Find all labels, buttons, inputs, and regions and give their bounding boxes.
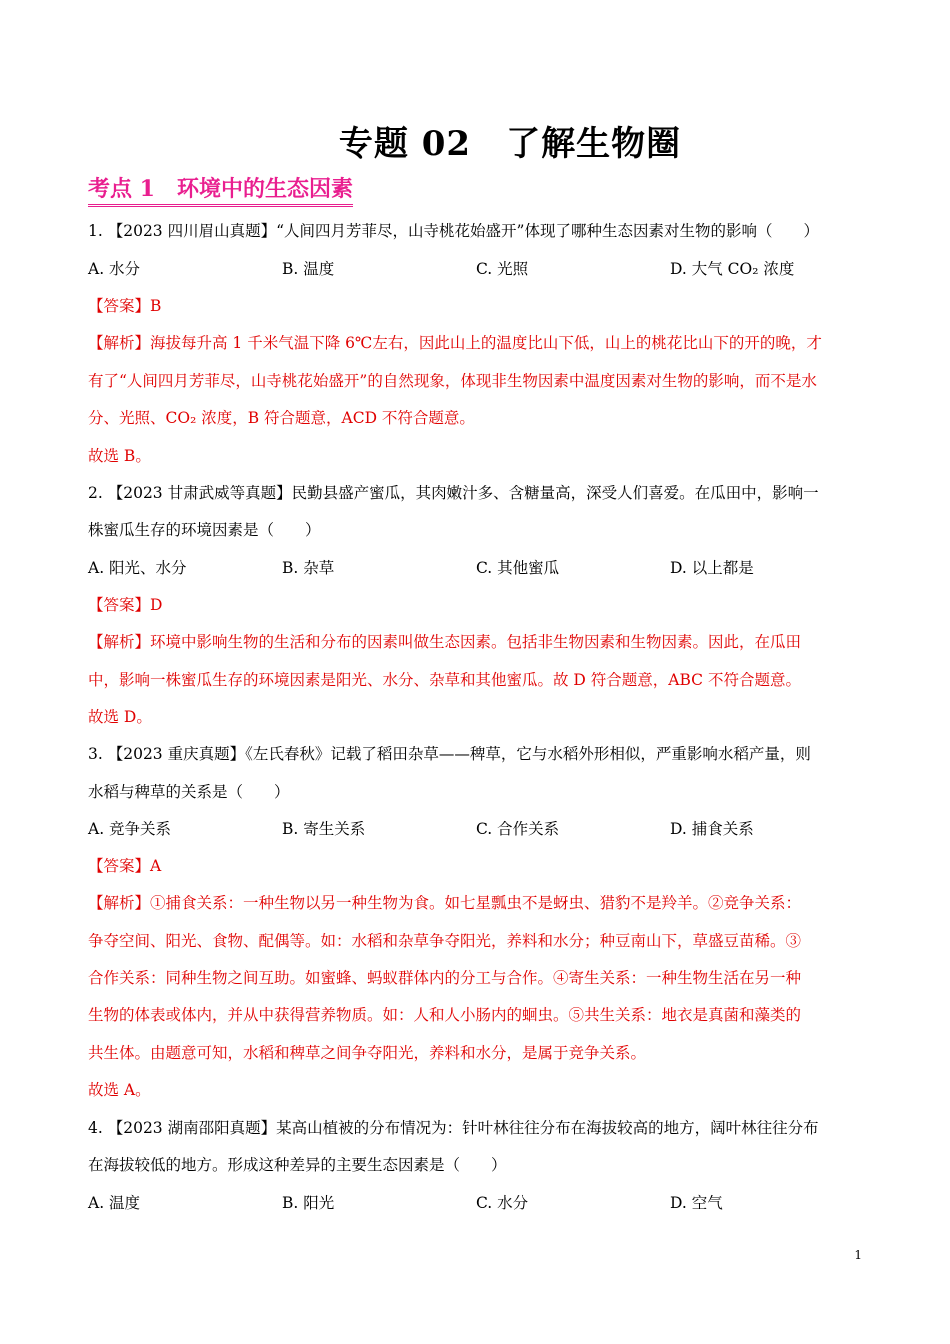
q3-answer: 【答案】A [88, 857, 162, 875]
q1-option-c: C. 光照 [476, 260, 529, 278]
q3-conclusion: 故选 A。 [88, 1081, 151, 1099]
q4-stem: 4. 【2023 湖南邵阳真题】某高山植被的分布情况为：针叶林往往分布在海拔较高的地方，阔叶林往往分布 [88, 1119, 819, 1137]
q1-option-a: A. 水分 [88, 260, 141, 278]
q4-option-c: C. 水分 [476, 1194, 529, 1212]
q1-answer: 【答案】B [88, 297, 162, 315]
q2-stem: 2. 【2023 甘肃武威等真题】民勤县盛产蜜瓜，其肉嫩汁多、含糖量高，深受人们喜爱。在瓜田中，影响一 [88, 484, 819, 502]
q3-option-b: B. 寄生关系 [282, 820, 366, 838]
q4-option-a: A. 温度 [88, 1194, 141, 1212]
page-number: 1 [854, 1248, 862, 1262]
q3-option-a: A. 竞争关系 [88, 820, 172, 838]
q3-option-c: C. 合作关系 [476, 820, 560, 838]
q3-stem: 3. 【2023 重庆真题】《左氏春秋》记载了稻田杂草——稗草，它与水稻外形相似，严重影响水稻产量，则 [88, 745, 811, 763]
q2-option-a: A. 阳光、水分 [88, 559, 187, 577]
q3-analysis-line: 共生体。由题意可知，水稻和稗草之间争夺阳光，养料和水分，是属于竞争关系。 [88, 1044, 647, 1062]
q4-option-d: D. 空气 [670, 1194, 723, 1212]
q3-stem: 水稻与稗草的关系是（ ） [88, 783, 290, 801]
q2-option-c: C. 其他蜜瓜 [476, 559, 560, 577]
q3-option-d: D. 捕食关系 [670, 820, 754, 838]
q2-option-d: D. 以上都是 [670, 559, 754, 577]
q1-analysis-line: 有了“人间四月芳菲尽，山寺桃花始盛开”的自然现象，体现非生物因素中温度因素对生物的影响，而不是水 [88, 372, 817, 390]
q2-analysis-line: 中，影响一株蜜瓜生存的环境因素是阳光、水分、杂草和其他蜜瓜。故 D 符合题意，ABC 不符合题意。 [88, 671, 801, 689]
section-heading: 考点 1 环境中的生态因素 [88, 172, 353, 207]
q1-option-b: B. 温度 [282, 260, 335, 278]
q1-analysis-line: 分、光照、CO₂ 浓度，B 符合题意，ACD 不符合题意。 [88, 409, 475, 427]
q4-stem: 在海拔较低的地方。形成这种差异的主要生态因素是（ ） [88, 1156, 507, 1174]
q3-analysis-line: 【解析】①捕食关系：一种生物以另一种生物为食。如七星瓢虫不是蚜虫、猎豹不是羚羊。②竞争关系： [88, 894, 802, 912]
q2-answer: 【答案】D [88, 596, 163, 614]
q3-analysis-line: 生物的体表或体内，并从中获得营养物质。如：人和人小肠内的蛔虫。⑤共生关系：地衣是真菌和藻类的 [88, 1006, 802, 1024]
q1-conclusion: 故选 B。 [88, 447, 151, 465]
q1-option-d: D. 大气 CO₂ 浓度 [670, 260, 795, 278]
q2-analysis-line: 【解析】环境中影响生物的生活和分布的因素叫做生态因素。包括非生物因素和生物因素。因此，在瓜田 [88, 633, 802, 651]
q3-analysis-line: 争夺空间、阳光、食物、配偶等。如：水稻和杂草争夺阳光，养料和水分；种豆南山下，草盛豆苗稀。③ [88, 932, 802, 950]
q2-conclusion: 故选 D。 [88, 708, 152, 726]
page-title: 专题 02 了解生物圈 [338, 124, 682, 164]
q1-stem: 1. 【2023 四川眉山真题】“人间四月芳菲尽，山寺桃花始盛开”体现了哪种生态因素对生物的影响（ ） [88, 222, 819, 240]
q1-analysis-line: 【解析】海拔每升高 1 千米气温下降 6℃左右，因此山上的温度比山下低，山上的桃花比山下的开的晚，才 [88, 334, 822, 352]
q2-option-b: B. 杂草 [282, 559, 335, 577]
q2-stem: 株蜜瓜生存的环境因素是（ ） [88, 521, 321, 539]
q4-option-b: B. 阳光 [282, 1194, 335, 1212]
q3-analysis-line: 合作关系：同种生物之间互助。如蜜蜂、蚂蚁群体内的分工与合作。④寄生关系：一种生物生活在另一种 [88, 969, 802, 987]
